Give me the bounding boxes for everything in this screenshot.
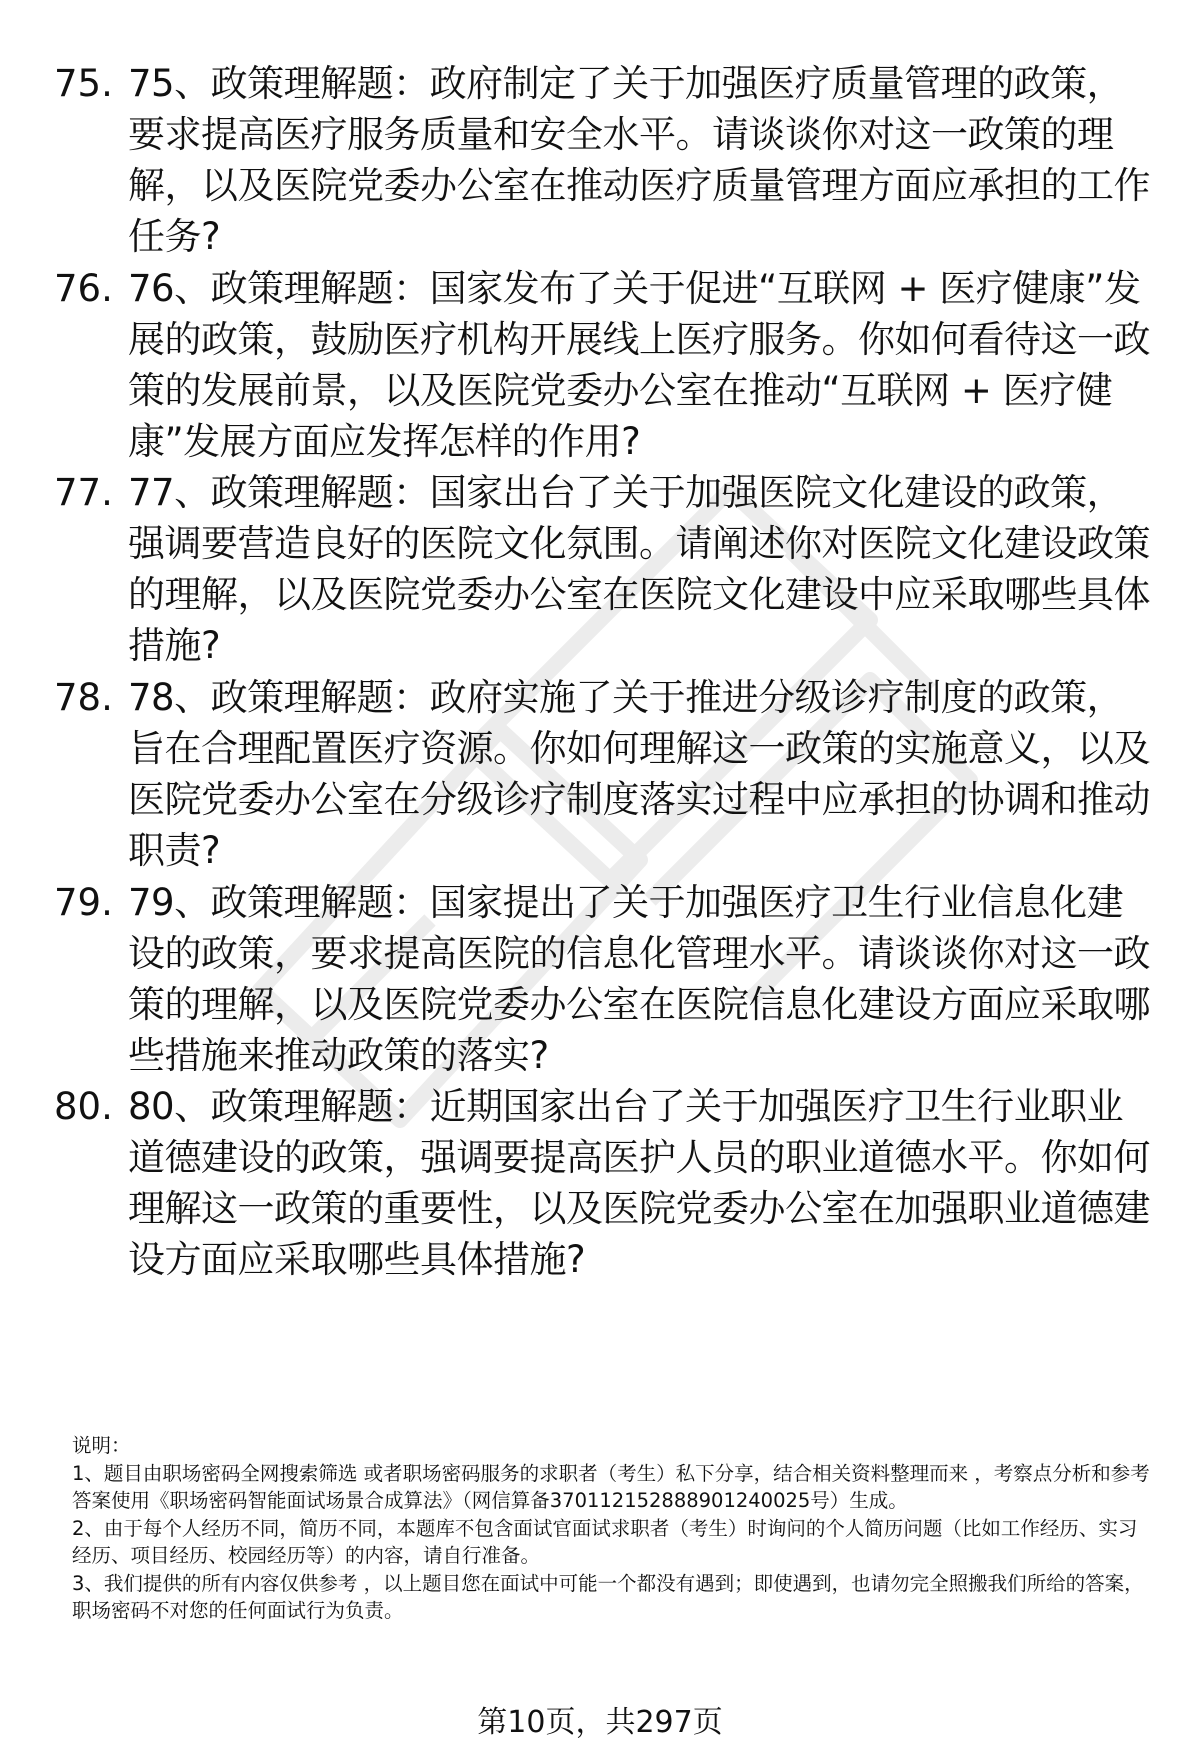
question-text: 75、政策理解题：政府制定了关于加强医疗质量管理的政策，要求提高医疗服务质量和安全水平。请谈谈你对这一政策的理解，以及医院党委办公室在推动医疗质量管理方面应承担的工作任务?: [128, 62, 1150, 258]
note-item-2: 2、由于每个人经历不同，简历不同，本题库不包含面试官面试求职者（考生）时询问的个人简历问题（比如工作经历、实习经历、项目经历、校园经历等）的内容，请自行准备。: [72, 1516, 1138, 1567]
question-text: 77、政策理解题：国家出台了关于加强医院文化建设的政策，强调要营造良好的医院文化氛围。请阐述你对医院文化建设政策的理解，以及医院党委办公室在医院文化建设中应采取哪些具体措施?: [128, 471, 1150, 667]
question-text: 78、政策理解题：政府实施了关于推进分级诊疗制度的政策，旨在合理配置医疗资源。你如何理解这一政策的实施意义，以及医院党委办公室在分级诊疗制度落实过程中应承担的协调和推动职责?: [128, 676, 1150, 872]
notes-section: [72, 1432, 1152, 1625]
note-item-1: 1、题目由职场密码全网搜索筛选 或者职场密码服务的求职者（考生）私下分享，结合相关资料整理而来 ，考察点分析和参考答案使用《职场密码智能面试场景合成算法》（网信算备370112152888901240025号）生成。: [72, 1461, 1150, 1512]
question-number: 77.: [54, 471, 113, 514]
question-text: 80、政策理解题：近期国家出台了关于加强医疗卫生行业职业道德建设的政策，强调要提高医护人员的职业道德水平。你如何理解这一政策的重要性，以及医院党委办公室在加强职业道德建设方面应采取哪些具体措施?: [128, 1085, 1150, 1281]
note-item-3: 3、我们提供的所有内容仅供参考 ，以上题目您在面试中可能一个都没有遇到；即使遇到，也请勿完全照搬我们所给的答案，职场密码不对您的任何面试行为负责。: [72, 1571, 1144, 1622]
question-text: 76、政策理解题：国家发布了关于促进“互联网 + 医疗健康”发展的政策，鼓励医疗机构开展线上医疗服务。你如何看待这一政策的发展前景，以及医院党委办公室在推动“互联网 + 医疗健康”发展方面应发挥怎样的作用?: [128, 267, 1150, 463]
notes-title: 说明：: [72, 1434, 131, 1457]
question-number: 80.: [54, 1085, 113, 1128]
question-number: 76.: [54, 267, 113, 310]
question-text: 79、政策理解题：国家提出了关于加强医疗卫生行业信息化建设的政策，要求提高医院的信息化管理水平。请谈谈你对这一政策的理解，以及医院党委办公室在医院信息化建设方面应采取哪些措施来推动政策的落实?: [128, 881, 1150, 1077]
page-number: 第10页，共297页: [477, 1705, 723, 1740]
question-number: 75.: [54, 62, 113, 105]
question-number: 79.: [54, 881, 113, 924]
question-number: 78.: [54, 676, 113, 719]
